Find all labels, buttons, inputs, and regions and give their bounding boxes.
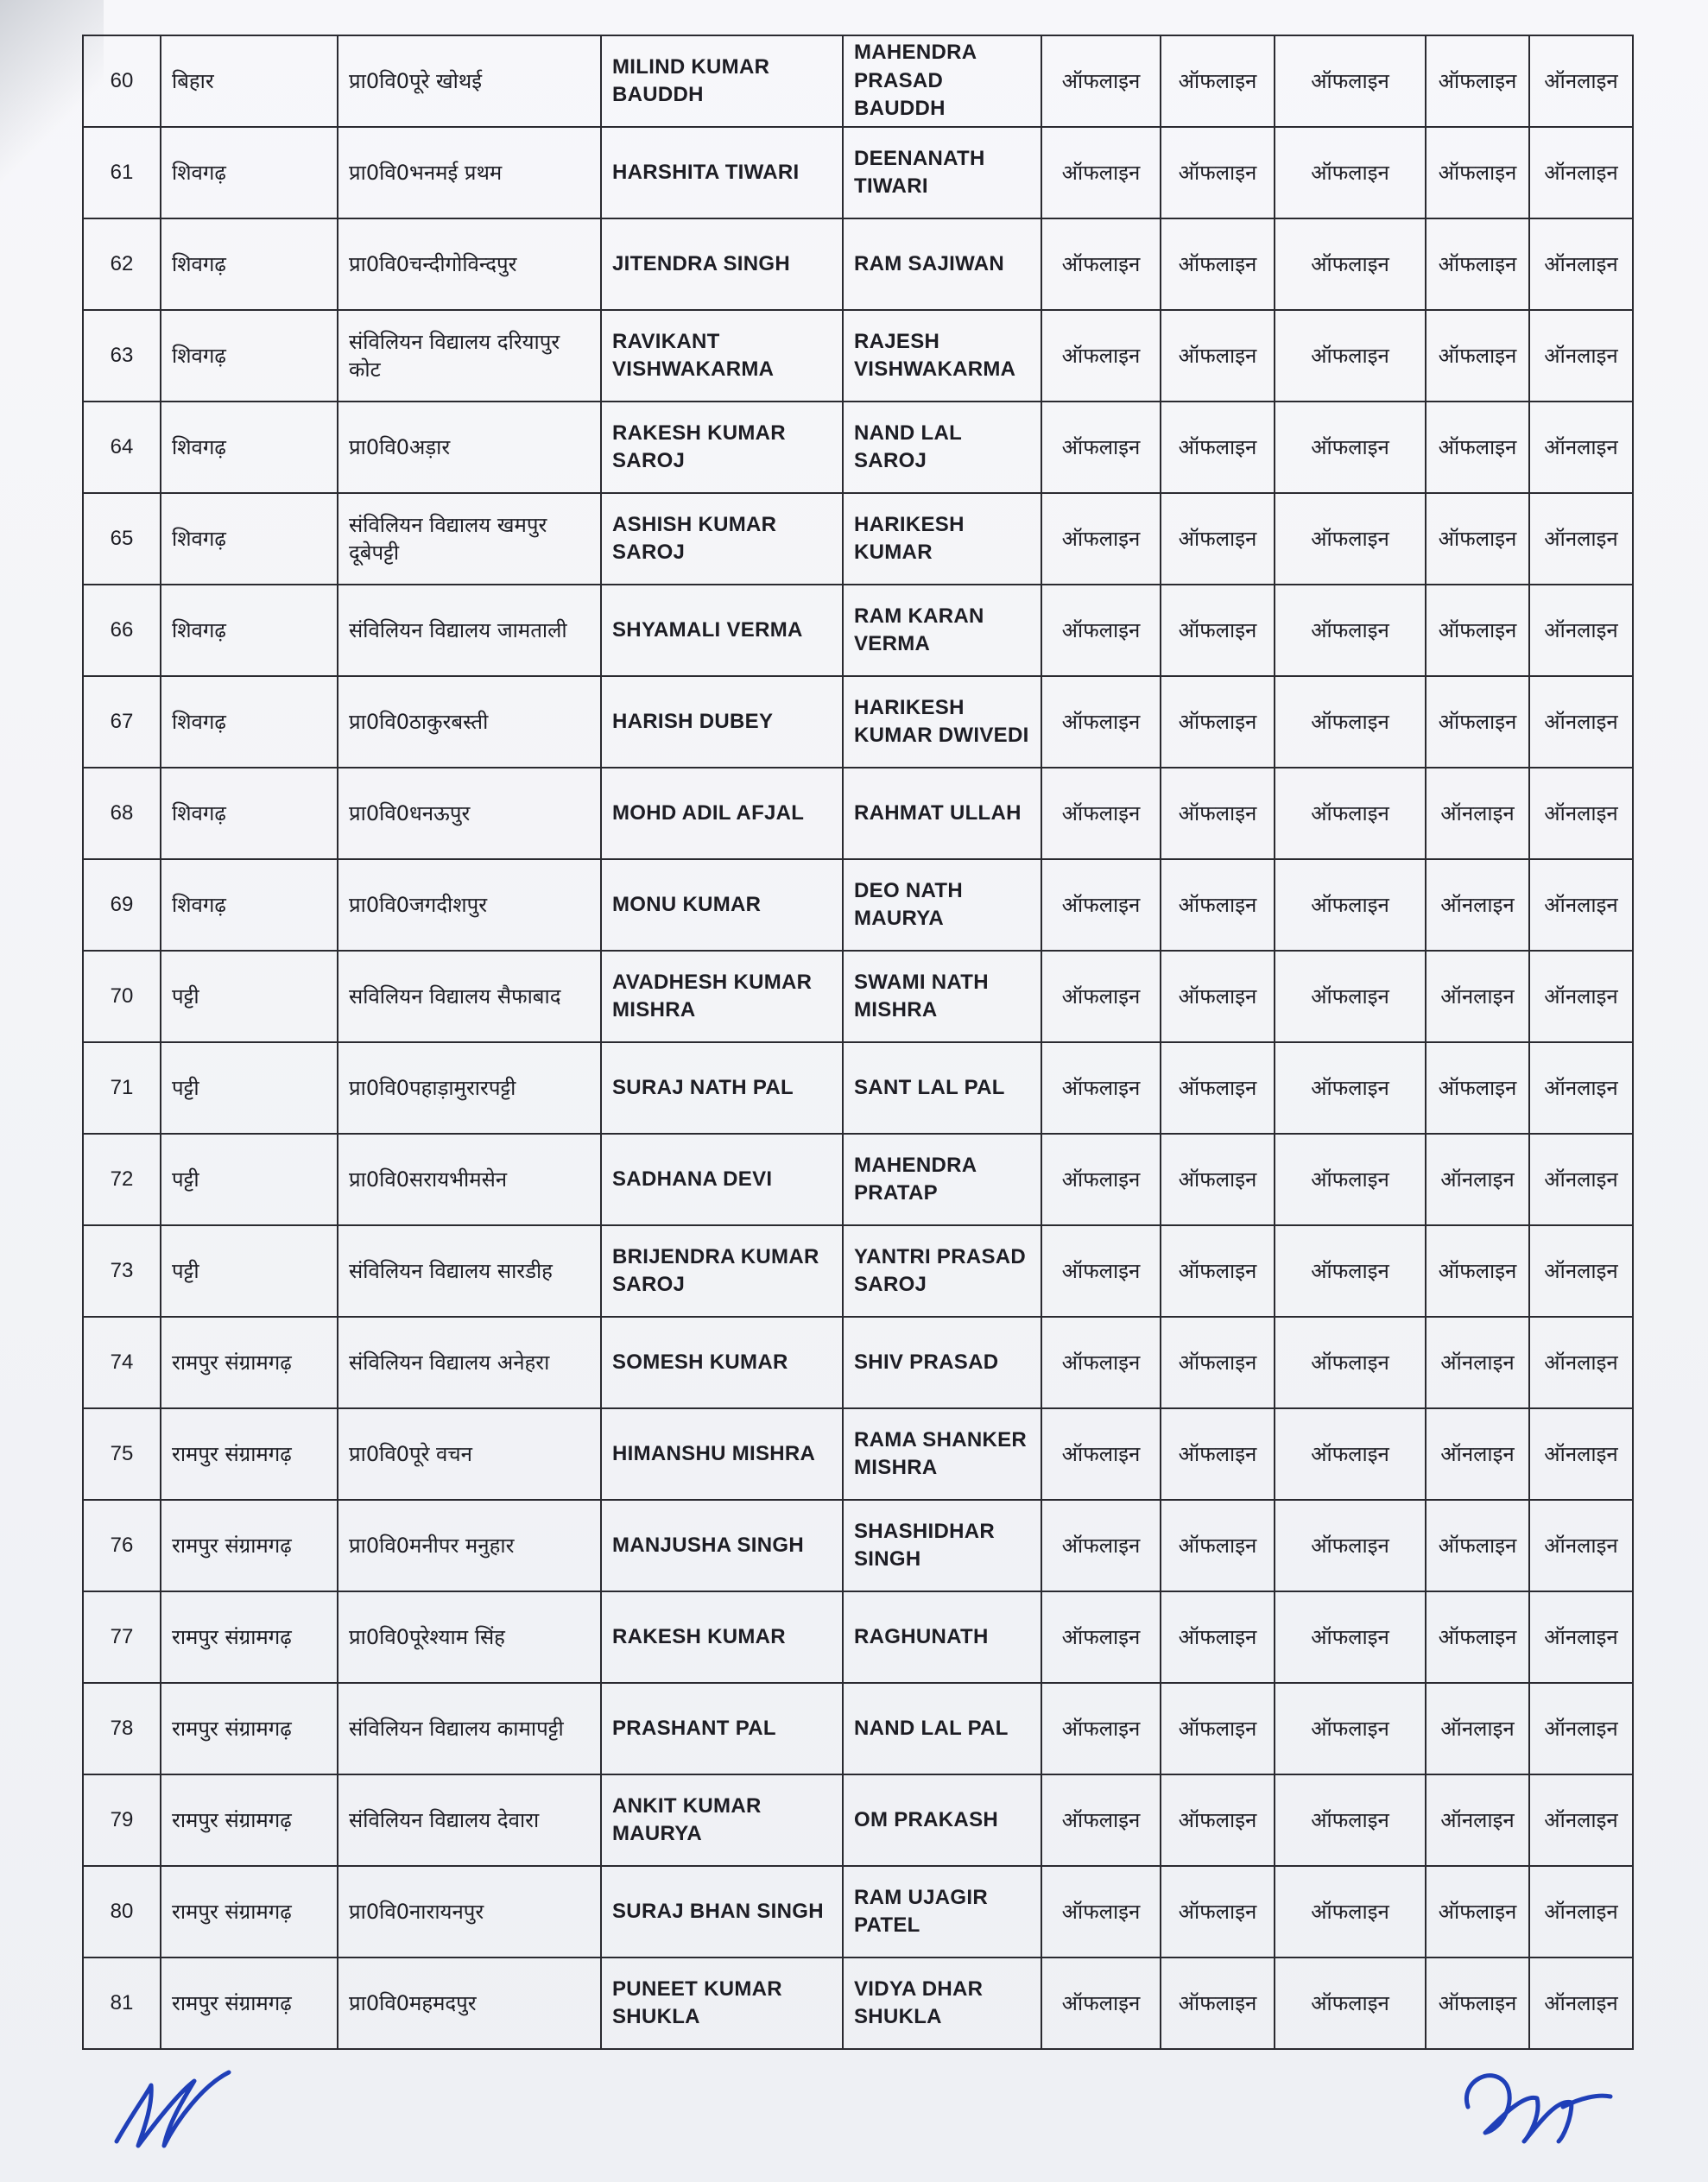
- mode-cell-5: ऑनलाइन: [1529, 1683, 1633, 1774]
- mode-cell-2: ऑफलाइन: [1161, 1591, 1275, 1683]
- mode-cell-3: ऑफलाइन: [1275, 1591, 1426, 1683]
- serial-number-cell: 74: [83, 1317, 161, 1408]
- table-row: [83, 1042, 1633, 1134]
- mode-cell-3: ऑफलाइन: [1275, 1866, 1426, 1957]
- teacher-roster-table: [82, 35, 1634, 2050]
- mode-cell-5: ऑनलाइन: [1529, 127, 1633, 218]
- serial-number-cell: 62: [83, 218, 161, 310]
- mode-cell-5: ऑनलाइन: [1529, 310, 1633, 402]
- mode-cell-3: ऑफलाइन: [1275, 1408, 1426, 1500]
- table-row: [83, 127, 1633, 218]
- table-row: [83, 310, 1633, 402]
- block-name-cell: रामपुर संग्रामगढ़: [161, 1774, 338, 1866]
- mode-cell-1: ऑफलाइन: [1041, 1500, 1161, 1591]
- school-name-cell: संविलियन विद्यालय अनेहरा: [338, 1317, 601, 1408]
- teacher-name-cell: MILIND KUMAR BAUDDH: [601, 35, 843, 127]
- mode-cell-2: ऑफलाइन: [1161, 1957, 1275, 2049]
- father-name-cell: HARIKESH KUMAR DWIVEDI: [843, 676, 1041, 768]
- mode-cell-5: ऑनलाइन: [1529, 1866, 1633, 1957]
- mode-cell-4: ऑनलाइन: [1426, 1683, 1529, 1774]
- table-row: [83, 768, 1633, 859]
- father-name-cell: RAGHUNATH: [843, 1591, 1041, 1683]
- school-name-cell: प्रा0वि0धनऊपुर: [338, 768, 601, 859]
- teacher-name-cell: SOMESH KUMAR: [601, 1317, 843, 1408]
- mode-cell-1: ऑफलाइन: [1041, 1683, 1161, 1774]
- father-name-cell: DEENANATH TIWARI: [843, 127, 1041, 218]
- block-name-cell: रामपुर संग्रामगढ़: [161, 1683, 338, 1774]
- block-name-cell: पट्टी: [161, 1134, 338, 1225]
- mode-cell-1: ऑफलाइन: [1041, 402, 1161, 493]
- mode-cell-4: ऑनलाइन: [1426, 768, 1529, 859]
- serial-number-cell: 67: [83, 676, 161, 768]
- block-name-cell: रामपुर संग्रामगढ़: [161, 1500, 338, 1591]
- block-name-cell: रामपुर संग्रामगढ़: [161, 1317, 338, 1408]
- mode-cell-2: ऑफलाइन: [1161, 1774, 1275, 1866]
- mode-cell-1: ऑफलाइन: [1041, 1774, 1161, 1866]
- mode-cell-1: ऑफलाइन: [1041, 951, 1161, 1042]
- mode-cell-1: ऑफलाइन: [1041, 676, 1161, 768]
- mode-cell-5: ऑनलाइन: [1529, 35, 1633, 127]
- mode-cell-1: ऑफलाइन: [1041, 127, 1161, 218]
- mode-cell-4: ऑफलाइन: [1426, 310, 1529, 402]
- teacher-name-cell: AVADHESH KUMAR MISHRA: [601, 951, 843, 1042]
- table-row: [83, 1225, 1633, 1317]
- father-name-cell: OM PRAKASH: [843, 1774, 1041, 1866]
- mode-cell-3: ऑफलाइन: [1275, 859, 1426, 951]
- serial-number-cell: 76: [83, 1500, 161, 1591]
- school-name-cell: संविलियन विद्यालय जामताली: [338, 585, 601, 676]
- mode-cell-4: ऑफलाइन: [1426, 1225, 1529, 1317]
- school-name-cell: संविलियन विद्यालय दरियापुर कोट: [338, 310, 601, 402]
- mode-cell-3: ऑफलाइन: [1275, 127, 1426, 218]
- teacher-name-cell: JITENDRA SINGH: [601, 218, 843, 310]
- teacher-name-cell: BRIJENDRA KUMAR SAROJ: [601, 1225, 843, 1317]
- teacher-name-cell: MANJUSHA SINGH: [601, 1500, 843, 1591]
- mode-cell-1: ऑफलाइन: [1041, 1408, 1161, 1500]
- mode-cell-1: ऑफलाइन: [1041, 35, 1161, 127]
- mode-cell-1: ऑफलाइन: [1041, 1591, 1161, 1683]
- mode-cell-5: ऑनलाइन: [1529, 1225, 1633, 1317]
- school-name-cell: प्रा0वि0पूरे खोथई: [338, 35, 601, 127]
- signature-right: [1442, 2055, 1615, 2150]
- mode-cell-5: ऑनलाइन: [1529, 1591, 1633, 1683]
- school-name-cell: प्रा0वि0अड़ार: [338, 402, 601, 493]
- mode-cell-2: ऑफलाइन: [1161, 1225, 1275, 1317]
- mode-cell-2: ऑफलाइन: [1161, 310, 1275, 402]
- block-name-cell: शिवगढ़: [161, 127, 338, 218]
- mode-cell-4: ऑफलाइन: [1426, 127, 1529, 218]
- teacher-name-cell: SURAJ BHAN SINGH: [601, 1866, 843, 1957]
- mode-cell-4: ऑफलाइन: [1426, 402, 1529, 493]
- roster-body: [83, 35, 1633, 2049]
- school-name-cell: प्रा0वि0मनीपर मनुहार: [338, 1500, 601, 1591]
- mode-cell-3: ऑफलाइन: [1275, 768, 1426, 859]
- mode-cell-3: ऑफलाइन: [1275, 1042, 1426, 1134]
- mode-cell-5: ऑनलाइन: [1529, 1957, 1633, 2049]
- mode-cell-1: ऑफलाइन: [1041, 1957, 1161, 2049]
- block-name-cell: रामपुर संग्रामगढ़: [161, 1866, 338, 1957]
- table-row: [83, 493, 1633, 585]
- school-name-cell: प्रा0वि0सरायभीमसेन: [338, 1134, 601, 1225]
- serial-number-cell: 77: [83, 1591, 161, 1683]
- serial-number-cell: 75: [83, 1408, 161, 1500]
- mode-cell-4: ऑफलाइन: [1426, 218, 1529, 310]
- block-name-cell: पट्टी: [161, 1042, 338, 1134]
- mode-cell-3: ऑफलाइन: [1275, 676, 1426, 768]
- mode-cell-1: ऑफलाइन: [1041, 768, 1161, 859]
- father-name-cell: MAHENDRA PRASAD BAUDDH: [843, 35, 1041, 127]
- mode-cell-4: ऑफलाइन: [1426, 35, 1529, 127]
- mode-cell-2: ऑफलाइन: [1161, 1042, 1275, 1134]
- father-name-cell: MAHENDRA PRATAP: [843, 1134, 1041, 1225]
- school-name-cell: प्रा0वि0जगदीशपुर: [338, 859, 601, 951]
- serial-number-cell: 79: [83, 1774, 161, 1866]
- serial-number-cell: 64: [83, 402, 161, 493]
- mode-cell-3: ऑफलाइन: [1275, 35, 1426, 127]
- mode-cell-5: ऑनलाइन: [1529, 859, 1633, 951]
- mode-cell-3: ऑफलाइन: [1275, 1500, 1426, 1591]
- father-name-cell: RAMA SHANKER MISHRA: [843, 1408, 1041, 1500]
- school-name-cell: प्रा0वि0महमदपुर: [338, 1957, 601, 2049]
- father-name-cell: RAM SAJIWAN: [843, 218, 1041, 310]
- mode-cell-4: ऑनलाइन: [1426, 1408, 1529, 1500]
- father-name-cell: HARIKESH KUMAR: [843, 493, 1041, 585]
- teacher-name-cell: HARISH DUBEY: [601, 676, 843, 768]
- mode-cell-2: ऑफलाइन: [1161, 951, 1275, 1042]
- teacher-name-cell: MONU KUMAR: [601, 859, 843, 951]
- mode-cell-2: ऑफलाइन: [1161, 127, 1275, 218]
- mode-cell-3: ऑफलाइन: [1275, 1317, 1426, 1408]
- mode-cell-5: ऑनलाइन: [1529, 1408, 1633, 1500]
- block-name-cell: पट्टी: [161, 951, 338, 1042]
- serial-number-cell: 61: [83, 127, 161, 218]
- block-name-cell: पट्टी: [161, 1225, 338, 1317]
- serial-number-cell: 68: [83, 768, 161, 859]
- mode-cell-2: ऑफलाइन: [1161, 585, 1275, 676]
- table-row: [83, 1500, 1633, 1591]
- serial-number-cell: 66: [83, 585, 161, 676]
- mode-cell-2: ऑफलाइन: [1161, 402, 1275, 493]
- table-row: [83, 859, 1633, 951]
- mode-cell-5: ऑनलाइन: [1529, 768, 1633, 859]
- mode-cell-5: ऑनलाइन: [1529, 1042, 1633, 1134]
- school-name-cell: प्रा0वि0पूरे वचन: [338, 1408, 601, 1500]
- serial-number-cell: 71: [83, 1042, 161, 1134]
- father-name-cell: RAM KARAN VERMA: [843, 585, 1041, 676]
- block-name-cell: शिवगढ़: [161, 859, 338, 951]
- mode-cell-2: ऑफलाइन: [1161, 1866, 1275, 1957]
- school-name-cell: संविलियन विद्यालय खमपुर दूबेपट्टी: [338, 493, 601, 585]
- block-name-cell: रामपुर संग्रामगढ़: [161, 1408, 338, 1500]
- mode-cell-2: ऑफलाइन: [1161, 1500, 1275, 1591]
- table-row: [83, 218, 1633, 310]
- mode-cell-4: ऑफलाइन: [1426, 1866, 1529, 1957]
- mode-cell-1: ऑफलाइन: [1041, 585, 1161, 676]
- serial-number-cell: 60: [83, 35, 161, 127]
- teacher-name-cell: RAKESH KUMAR SAROJ: [601, 402, 843, 493]
- table-row: [83, 1774, 1633, 1866]
- mode-cell-4: ऑफलाइन: [1426, 1591, 1529, 1683]
- teacher-name-cell: RAKESH KUMAR: [601, 1591, 843, 1683]
- mode-cell-2: ऑफलाइन: [1161, 1317, 1275, 1408]
- table-row: [83, 1683, 1633, 1774]
- table-row: [83, 1134, 1633, 1225]
- mode-cell-1: ऑफलाइन: [1041, 1317, 1161, 1408]
- block-name-cell: शिवगढ़: [161, 676, 338, 768]
- mode-cell-3: ऑफलाइन: [1275, 951, 1426, 1042]
- serial-number-cell: 70: [83, 951, 161, 1042]
- mode-cell-4: ऑफलाइन: [1426, 1500, 1529, 1591]
- mode-cell-2: ऑफलाइन: [1161, 1134, 1275, 1225]
- father-name-cell: NAND LAL PAL: [843, 1683, 1041, 1774]
- mode-cell-4: ऑनलाइन: [1426, 1134, 1529, 1225]
- teacher-name-cell: ASHISH KUMAR SAROJ: [601, 493, 843, 585]
- mode-cell-4: ऑनलाइन: [1426, 951, 1529, 1042]
- mode-cell-5: ऑनलाइन: [1529, 676, 1633, 768]
- father-name-cell: SWAMI NATH MISHRA: [843, 951, 1041, 1042]
- block-name-cell: शिवगढ़: [161, 493, 338, 585]
- mode-cell-1: ऑफलाइन: [1041, 1042, 1161, 1134]
- mode-cell-3: ऑफलाइन: [1275, 1134, 1426, 1225]
- block-name-cell: शिवगढ़: [161, 768, 338, 859]
- mode-cell-5: ऑनलाइन: [1529, 1134, 1633, 1225]
- serial-number-cell: 81: [83, 1957, 161, 2049]
- serial-number-cell: 63: [83, 310, 161, 402]
- mode-cell-2: ऑफलाइन: [1161, 768, 1275, 859]
- mode-cell-3: ऑफलाइन: [1275, 1225, 1426, 1317]
- mode-cell-3: ऑफलाइन: [1275, 493, 1426, 585]
- mode-cell-1: ऑफलाइन: [1041, 859, 1161, 951]
- father-name-cell: SANT LAL PAL: [843, 1042, 1041, 1134]
- father-name-cell: DEO NATH MAURYA: [843, 859, 1041, 951]
- signature-left: [99, 2059, 237, 2154]
- table-row: [83, 1408, 1633, 1500]
- school-name-cell: प्रा0वि0चन्दीगोविन्दपुर: [338, 218, 601, 310]
- school-name-cell: संविलियन विद्यालय कामापट्टी: [338, 1683, 601, 1774]
- school-name-cell: संविलियन विद्यालय सारडीह: [338, 1225, 601, 1317]
- mode-cell-2: ऑफलाइन: [1161, 35, 1275, 127]
- teacher-name-cell: RAVIKANT VISHWAKARMA: [601, 310, 843, 402]
- father-name-cell: RAM UJAGIR PATEL: [843, 1866, 1041, 1957]
- teacher-name-cell: SURAJ NATH PAL: [601, 1042, 843, 1134]
- school-name-cell: प्रा0वि0पूरेश्याम सिंह: [338, 1591, 601, 1683]
- mode-cell-2: ऑफलाइन: [1161, 1408, 1275, 1500]
- mode-cell-3: ऑफलाइन: [1275, 310, 1426, 402]
- teacher-name-cell: SHYAMALI VERMA: [601, 585, 843, 676]
- mode-cell-5: ऑनलाइन: [1529, 951, 1633, 1042]
- school-name-cell: प्रा0वि0भनमई प्रथम: [338, 127, 601, 218]
- block-name-cell: शिवगढ़: [161, 218, 338, 310]
- mode-cell-2: ऑफलाइन: [1161, 1683, 1275, 1774]
- school-name-cell: सविलियन विद्यालय सैफाबाद: [338, 951, 601, 1042]
- table-row: [83, 1591, 1633, 1683]
- mode-cell-4: ऑनलाइन: [1426, 1317, 1529, 1408]
- table-row: [83, 1317, 1633, 1408]
- table-row: [83, 35, 1633, 127]
- mode-cell-1: ऑफलाइन: [1041, 1866, 1161, 1957]
- mode-cell-3: ऑफलाइन: [1275, 585, 1426, 676]
- block-name-cell: शिवगढ़: [161, 402, 338, 493]
- block-name-cell: शिवगढ़: [161, 310, 338, 402]
- table-row: [83, 1957, 1633, 2049]
- mode-cell-1: ऑफलाइन: [1041, 1134, 1161, 1225]
- mode-cell-2: ऑफलाइन: [1161, 493, 1275, 585]
- father-name-cell: VIDYA DHAR SHUKLA: [843, 1957, 1041, 2049]
- teacher-name-cell: ANKIT KUMAR MAURYA: [601, 1774, 843, 1866]
- school-name-cell: प्रा0वि0पहाड़ामुरारपट्टी: [338, 1042, 601, 1134]
- teacher-name-cell: PRASHANT PAL: [601, 1683, 843, 1774]
- father-name-cell: YANTRI PRASAD SAROJ: [843, 1225, 1041, 1317]
- school-name-cell: प्रा0वि0ठाकुरबस्ती: [338, 676, 601, 768]
- serial-number-cell: 80: [83, 1866, 161, 1957]
- mode-cell-4: ऑफलाइन: [1426, 1957, 1529, 2049]
- block-name-cell: शिवगढ़: [161, 585, 338, 676]
- table-row: [83, 585, 1633, 676]
- mode-cell-5: ऑनलाइन: [1529, 402, 1633, 493]
- serial-number-cell: 73: [83, 1225, 161, 1317]
- mode-cell-2: ऑफलाइन: [1161, 218, 1275, 310]
- school-name-cell: संविलियन विद्यालय देवारा: [338, 1774, 601, 1866]
- table-row: [83, 951, 1633, 1042]
- father-name-cell: SHASHIDHAR SINGH: [843, 1500, 1041, 1591]
- teacher-name-cell: HIMANSHU MISHRA: [601, 1408, 843, 1500]
- mode-cell-4: ऑफलाइन: [1426, 676, 1529, 768]
- teacher-name-cell: HARSHITA TIWARI: [601, 127, 843, 218]
- father-name-cell: SHIV PRASAD: [843, 1317, 1041, 1408]
- mode-cell-1: ऑफलाइन: [1041, 1225, 1161, 1317]
- teacher-name-cell: MOHD ADIL AFJAL: [601, 768, 843, 859]
- mode-cell-4: ऑनलाइन: [1426, 859, 1529, 951]
- father-name-cell: RAHMAT ULLAH: [843, 768, 1041, 859]
- mode-cell-5: ऑनलाइन: [1529, 493, 1633, 585]
- mode-cell-4: ऑनलाइन: [1426, 1774, 1529, 1866]
- father-name-cell: RAJESH VISHWAKARMA: [843, 310, 1041, 402]
- mode-cell-1: ऑफलाइन: [1041, 218, 1161, 310]
- mode-cell-4: ऑफलाइन: [1426, 585, 1529, 676]
- table-row: [83, 1866, 1633, 1957]
- mode-cell-5: ऑनलाइन: [1529, 1317, 1633, 1408]
- mode-cell-2: ऑफलाइन: [1161, 859, 1275, 951]
- teacher-name-cell: SADHANA DEVI: [601, 1134, 843, 1225]
- mode-cell-4: ऑफलाइन: [1426, 493, 1529, 585]
- mode-cell-1: ऑफलाइन: [1041, 493, 1161, 585]
- serial-number-cell: 69: [83, 859, 161, 951]
- school-name-cell: प्रा0वि0नारायनपुर: [338, 1866, 601, 1957]
- mode-cell-3: ऑफलाइन: [1275, 402, 1426, 493]
- block-name-cell: रामपुर संग्रामगढ़: [161, 1591, 338, 1683]
- block-name-cell: बिहार: [161, 35, 338, 127]
- mode-cell-3: ऑफलाइन: [1275, 1683, 1426, 1774]
- mode-cell-3: ऑफलाइन: [1275, 1774, 1426, 1866]
- mode-cell-5: ऑनलाइन: [1529, 1774, 1633, 1866]
- mode-cell-5: ऑनलाइन: [1529, 1500, 1633, 1591]
- mode-cell-2: ऑफलाइन: [1161, 676, 1275, 768]
- mode-cell-4: ऑफलाइन: [1426, 1042, 1529, 1134]
- serial-number-cell: 65: [83, 493, 161, 585]
- mode-cell-1: ऑफलाइन: [1041, 310, 1161, 402]
- block-name-cell: रामपुर संग्रामगढ़: [161, 1957, 338, 2049]
- serial-number-cell: 72: [83, 1134, 161, 1225]
- father-name-cell: NAND LAL SAROJ: [843, 402, 1041, 493]
- table-row: [83, 402, 1633, 493]
- teacher-name-cell: PUNEET KUMAR SHUKLA: [601, 1957, 843, 2049]
- mode-cell-5: ऑनलाइन: [1529, 218, 1633, 310]
- mode-cell-5: ऑनलाइन: [1529, 585, 1633, 676]
- serial-number-cell: 78: [83, 1683, 161, 1774]
- mode-cell-3: ऑफलाइन: [1275, 218, 1426, 310]
- table-row: [83, 676, 1633, 768]
- mode-cell-3: ऑफलाइन: [1275, 1957, 1426, 2049]
